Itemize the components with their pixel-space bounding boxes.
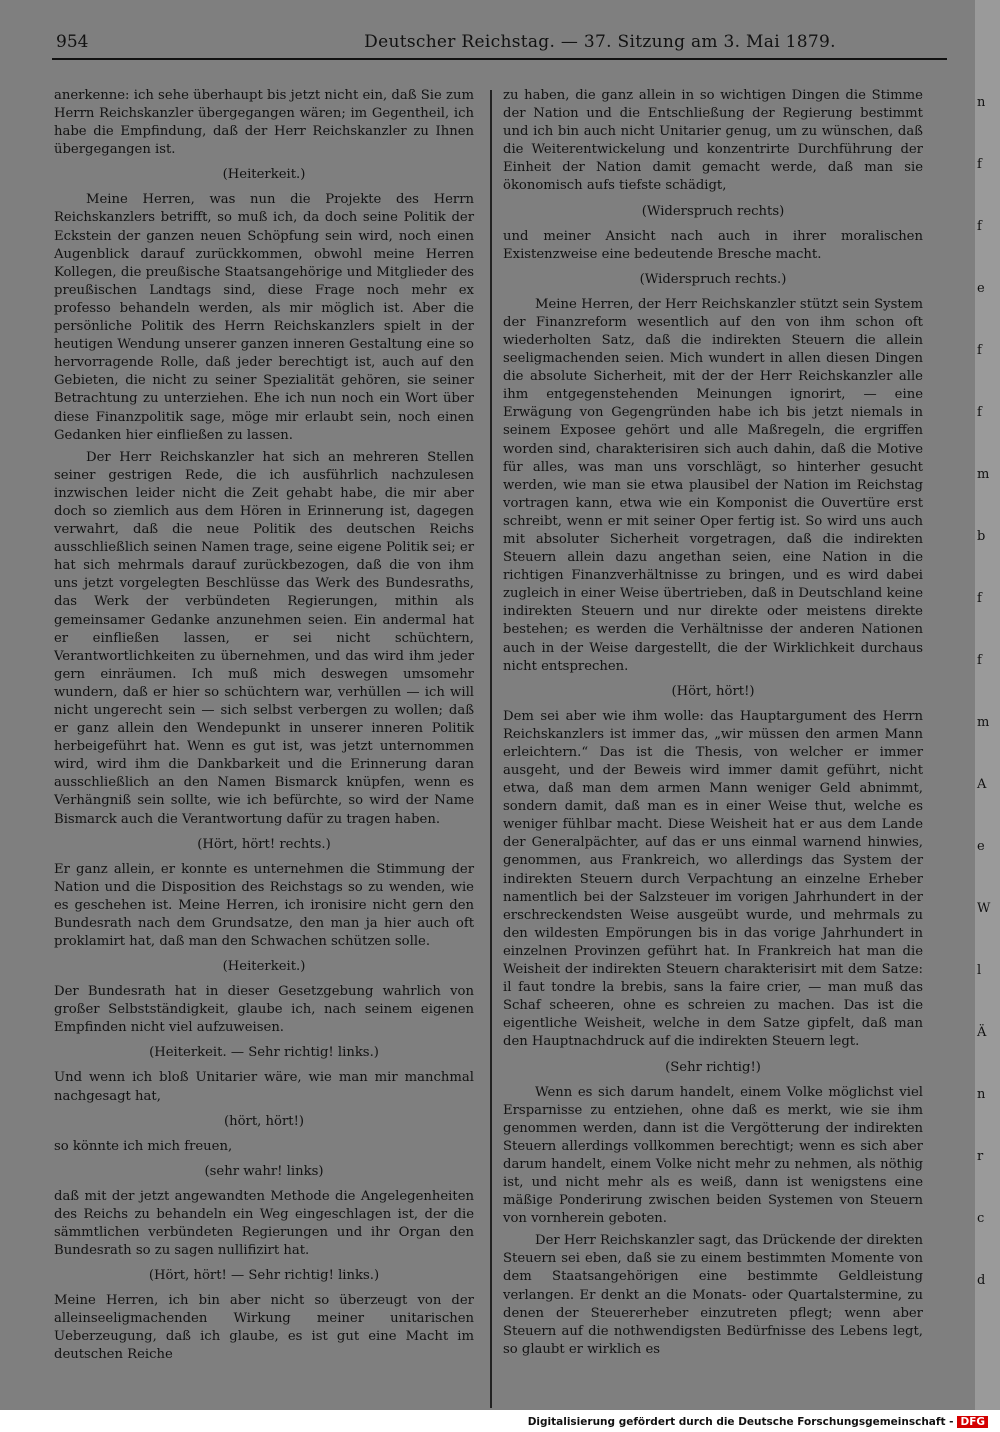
edge-letter: n xyxy=(977,1087,986,1102)
paragraph: daß mit der jetzt angewandten Methode die Angelegenheiten des Reichs zu behandeln ein Weg eingeschlagen ist, der die sämmtlichen verbündeten Regierungen und ihr Organ den Bundesrath so zu sagen nullifizirt hat. xyxy=(54,1188,474,1258)
interjection: (Hört, hört!) xyxy=(671,683,755,699)
interjection: (Hört, hört! — Sehr richtig! links.) xyxy=(148,1268,380,1284)
interjection: (Hört, hört! rechts.) xyxy=(197,836,331,852)
edge-letter: m xyxy=(977,467,990,482)
dfg-logo: DFG xyxy=(957,1416,988,1428)
right-column xyxy=(503,87,923,1363)
page-number: 954 xyxy=(56,32,89,52)
edge-letter: f xyxy=(977,653,982,668)
paragraph: Der Herr Reichskanzler sagt, das Drückende der direkten Steuern sei eben, daß sie zu einem bestimmten Momente von dem Staatsangehörigen eine bestimmte Geldleistung verlangen. Er denkt an die Monats- oder Quartalstermine, zu denen der Steuererheber einzutreten pflegt; wenn aber Steuern auf die nothwendigsten Bedürfnisse des Lebens legt, so glaubt er wirklich es xyxy=(503,1233,923,1357)
interjection: (sehr wahr! links) xyxy=(204,1163,324,1179)
paragraph: Dem sei aber wie ihm wolle: das Hauptargument des Herrn Reichskanzlers ist immer das, „wir müssen den armen Mann erleichtern.“ Das ist die Thesis, von welcher er immer ausgeht, und der Beweis wird immer damit geführt, nicht etwa, daß man dem armen Mann weniger Geld abnimmt, sondern damit, daß man es in einer Weise thut, welche es weniger fühlbar macht. Diese Weisheit hat er aus dem Lande der Generalpächter, auf das er uns einmal warnend hinwies, genommen, aus Frankreich, wo allerdings das System der indirekten Steuern durch Verpachtung an einzelne Erheber namentlich bei der Salzsteuer im vorigen Jahrhundert in der erschreckendsten Weise ausgeübt wurde, und mehrmals zu den wildesten Empörungen bis in das vorige Jahrhundert in einzelnen Provinzen geführt hat. In Frankreich hat man die Weisheit der indirekten Steuern charakterisirt mit dem Satze: il faut tondre la brebis, sans la faire crier, — man muß das Schaf scheeren, ohne es schreien zu machen. Das ist die eigentliche Weisheit, welche in dem Satze gipfelt, daß man den Hauptnachdruck auf die indirekten Steuern legt. xyxy=(503,708,923,1050)
paragraph: Wenn es sich darum handelt, einem Volke möglichst viel Ersparnisse zu entziehen, ohne daß es merkt, wie sie ihm genommen werden, dann ist die Vergötterung der indirekten Steuern allerdings vollkommen berechtigt; wenn es sich aber darum handelt, einem Volke nicht mehr zu nehmen, als nöthig ist, und nicht mehr als es weiß, dann ist wenigstens eine mäßige Ponderirung zwischen beiden Systemen von Steuern von vornherein geboten. xyxy=(503,1084,923,1227)
edge-letter: f xyxy=(977,405,982,420)
edge-letter: c xyxy=(977,1211,985,1226)
paragraph: so könnte ich mich freuen, xyxy=(54,1138,233,1154)
edge-letter: d xyxy=(977,1273,986,1288)
paragraph: Der Bundesrath hat in dieser Gesetzgebung wahrlich von großer Selbstständigkeit, glaube ich, nach seinem eigenen Empfinden nicht viel aufzuweisen. xyxy=(54,984,474,1036)
paragraph: Meine Herren, ich bin aber nicht so überzeugt von der alleinseeligmachenden Wirkung meiner unitarischen Ueberzeugung, daß ich glaube, es ist gut eine Macht im deutschen Reiche xyxy=(54,1293,474,1363)
interjection: (Sehr richtig!) xyxy=(665,1059,761,1075)
edge-letter: Ä xyxy=(977,1025,987,1040)
edge-letter: f xyxy=(977,219,982,234)
interjection: (Heiterkeit. — Sehr richtig! links.) xyxy=(149,1045,379,1061)
paragraph: Der Herr Reichskanzler hat sich an mehreren Stellen seiner gestrigen Rede, die ich ausführlich nachzulesen inzwischen leider nicht die Zeit gehabt habe, die mir aber doch so ziemlich aus dem Hören in Erinnerung ist, dagegen verwahrt, daß die neue Politik des deutschen Reichs ausschließlich seinen Namen trage, seine eigene Politik sei; er hat sich mehrmals darauf zurückbezogen, daß die von ihm uns jetzt vorgelegten Beschlüsse das Werk des Bundesraths, das Werk der verbündeten Regierungen, mithin als gemeinsamer Gedanke anzunehmen seien. Ein andermal hat er einfließen lassen, er sei nicht schüchtern, Verantwortlichkeiten zu übernehmen, und das wird ihm jeder gern einräumen. Ich muß mich deswegen umsomehr wundern, daß er hier so schüchtern war, verhüllen — ich will nicht ungerecht sein — sich selbst verbergen zu wollen; daß er ganz allein den Wendepunkt in unserer inneren Politik herbeigeführt hat. Wenn es gut ist, was jetzt unternommen wird, wird ihm die Dankbarkeit und die Erinnerung daran ausschließlich an den Namen Bismarck knüpfen, wenn es Verhängniß sein sollte, wie ich befürchte, so wird der Name Bismarck auch die Verantwortung dafür zu tragen haben. xyxy=(54,449,474,827)
paragraph: zu haben, die ganz allein in so wichtigen Dingen die Stimme der Nation und die Entschließung der Regierung bestimmt und ich bin auch nicht Unitarier genug, um zu wünschen, daß die Weiterentwickelung und konzentrirte Durchführung der Einheit der Nation damit gemacht werde, daß man sie ökonomisch aufs tiefste schädigt, xyxy=(503,88,923,194)
edge-letter: e xyxy=(977,839,985,854)
paragraph: anerkenne: ich sehe überhaupt bis jetzt nicht ein, daß Sie zum Herrn Reichskanzler übergegangen wären; im Gegentheil, ich habe die Empfindung, daß der Herr Reichskanzler zu Ihnen übergegangen ist. xyxy=(54,88,474,158)
paragraph: Meine Herren, der Herr Reichskanzler stützt sein System der Finanzreform wesentlich auf den von ihm schon oft wiederholten Satz, daß die indirekten Steuern die allein seeligmachenden seien. Mich wundert in allen diesen Dingen die absolute Sicherheit, mit der der Herr Reichskanzler alle ihm entgegenstehenden Meinungen ignorirt, — eine Erwägung von Gegengründen habe ich bis jetzt niemals in seinem Exposee gehört und alle Maßregeln, die ergriffen worden sind, charakterisiren sich auch dahin, daß die Motive für alles, was man uns vorschlägt, so hinterher gesucht werden, wie man sie etwa plausibel der Nation im Reichstag vortragen kann, etwa wie ein Komponist die Ouvertüre erst schreibt, wenn er mit seiner Oper fertig ist. So wird uns auch mit absoluter Sicherheit vorgetragen, daß die indirekten Steuern allein dazu angethan seien, eine Nation in die richtigen Finanzverhältnisse zu bringen, und es wird dabei zugleich in einer Weise übertrieben, daß in Deutschland keine indirekten Steuern und nur direkte oder meistens direkte bestehen; es werden die Verhältnisse der anderen Nationen auch in der Weise dargestellt, die der Wirklichkeit durchaus nicht entsprechen. xyxy=(503,296,923,674)
edge-letter: f xyxy=(977,157,982,172)
interjection: (Widerspruch rechts.) xyxy=(639,271,787,287)
interjection: (hört, hört!) xyxy=(223,1113,305,1129)
paragraph: Und wenn ich bloß Unitarier wäre, wie man mir manchmal nachgesagt hat, xyxy=(54,1070,474,1104)
paragraph: und meiner Ansicht nach auch in ihrer moralischen Existenzweise eine bedeutende Bresche macht. xyxy=(503,228,923,262)
edge-letter: A xyxy=(977,777,987,792)
left-column xyxy=(54,87,474,1368)
paragraph: Er ganz allein, er konnte es unternehmen die Stimmung der Nation und die Disposition des Reichstags so zu wenden, wie es geschehen ist. Meine Herren, ich ironisire nicht gern den Bundesrath nach dem Grundsatze, den man ja hier auch oft proklamirt hat, daß man den Schwachen schützen solle. xyxy=(54,861,474,950)
edge-letter: W xyxy=(977,901,991,916)
footer-text: Digitalisierung gefördert durch die Deutsche Forschungsgemeinschaft - xyxy=(527,1416,954,1428)
header-rule xyxy=(52,58,947,60)
edge-letter: n xyxy=(977,95,986,110)
edge-letter: e xyxy=(977,281,985,296)
edge-letter: r xyxy=(977,1149,984,1164)
edge-letter: f xyxy=(977,343,982,358)
running-title: Deutscher Reichstag. — 37. Sitzung am 3. Mai 1879. xyxy=(364,32,836,52)
interjection: (Heiterkeit.) xyxy=(222,959,306,975)
edge-letter: f xyxy=(977,591,982,606)
paragraph: Meine Herren, was nun die Projekte des Herrn Reichskanzlers betrifft, so muß ich, da doch seine Politik der Eckstein der ganzen neuen Schöpfung sein wird, noch einen Augenblick darauf zurückkommen, obwohl meine Herren Kollegen, die preußische Staatsangehörige und Mitglieder des preußischen Landtags sind, diese Frage noch mehr ex professo behandeln werden, als mir möglich ist. Aber die persönliche Politik des Herrn Reichskanzlers spielt in der heutigen Wendung unserer ganzen inneren Gestaltung eine so hervorragende Rolle, daß jeder berechtigt ist, auch auf den Gebieten, die nicht zu seiner Spezialität gehören, sie seiner Betrachtung zu unterziehen. Ehe ich nun noch ein Wort über diese Finanzpolitik sage, möge mir erlaubt sein, noch einen Gedanken hier einfließen zu lassen. xyxy=(54,192,474,443)
edge-letter: m xyxy=(977,715,990,730)
adjacent-page-edge xyxy=(975,0,1000,1410)
edge-letter: l xyxy=(977,963,982,978)
footer-credit xyxy=(528,1416,988,1428)
column-divider xyxy=(490,90,492,1408)
interjection: (Heiterkeit.) xyxy=(222,167,306,183)
edge-letter: b xyxy=(977,529,986,544)
interjection: (Widerspruch rechts) xyxy=(641,203,785,219)
